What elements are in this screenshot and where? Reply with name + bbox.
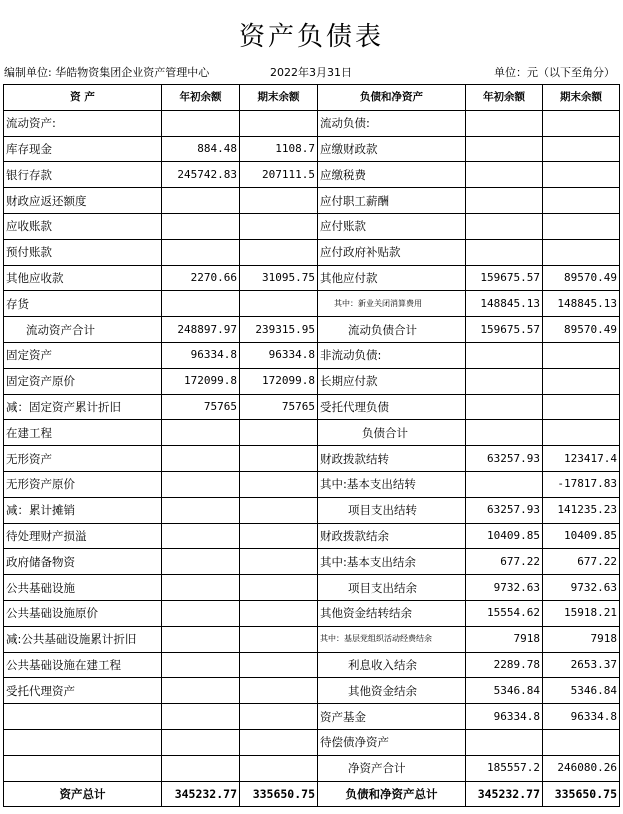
amount-cell: 2289.78: [466, 652, 543, 678]
liability-item-label: 净资产合计: [318, 755, 466, 781]
column-header: 资 产: [4, 85, 162, 111]
column-header: 期末余额: [240, 85, 318, 111]
table-row: [4, 265, 620, 291]
amount-cell: 246080.26: [543, 755, 620, 781]
liability-item-label: 流动负债合计: [318, 317, 466, 343]
amount-cell: 148845.13: [543, 291, 620, 317]
asset-item-label: 减：累计摊销: [4, 497, 162, 523]
amount-cell: 75765: [240, 394, 318, 420]
total-label: 资产总计: [4, 781, 162, 807]
asset-item-label: 待处理财产损溢: [4, 523, 162, 549]
amount-cell: [466, 136, 543, 162]
amount-cell: [162, 497, 240, 523]
amount-cell: 172099.8: [240, 368, 318, 394]
table-row: [4, 213, 620, 239]
table-row: [4, 471, 620, 497]
amount-cell: [240, 678, 318, 704]
amount-cell: 10409.85: [543, 523, 620, 549]
amount-cell: [162, 575, 240, 601]
table-row: [4, 394, 620, 420]
amount-cell: 96334.8: [162, 342, 240, 368]
asset-item-label: [4, 755, 162, 781]
table-row: [4, 446, 620, 472]
amount-cell: 148845.13: [466, 291, 543, 317]
total-row: [4, 781, 620, 807]
table-row: [4, 291, 620, 317]
amount-cell: [162, 549, 240, 575]
amount-cell: [240, 239, 318, 265]
total-amount: 335650.75: [543, 781, 620, 807]
amount-cell: [240, 652, 318, 678]
amount-cell: [240, 600, 318, 626]
asset-item-label: 无形资产原价: [4, 471, 162, 497]
amount-cell: 75765: [162, 394, 240, 420]
amount-cell: 677.22: [543, 549, 620, 575]
amount-cell: [162, 291, 240, 317]
table-row: [4, 600, 620, 626]
amount-cell: [162, 239, 240, 265]
amount-cell: [240, 729, 318, 755]
amount-cell: [240, 420, 318, 446]
asset-item-label: 流动资产合计: [4, 317, 162, 343]
asset-item-label: 银行存款: [4, 162, 162, 188]
table-row: [4, 136, 620, 162]
amount-cell: [543, 342, 620, 368]
table-row: [4, 317, 620, 343]
asset-item-label: 无形资产: [4, 446, 162, 472]
amount-cell: 185557.2: [466, 755, 543, 781]
table-row: [4, 729, 620, 755]
report-title: 资产负债表: [238, 22, 384, 52]
table-row: [4, 678, 620, 704]
amount-cell: 141235.23: [543, 497, 620, 523]
amount-cell: 89570.49: [543, 317, 620, 343]
amount-cell: [240, 704, 318, 730]
asset-item-label: 公共基础设施: [4, 575, 162, 601]
amount-cell: [240, 188, 318, 214]
amount-cell: [162, 729, 240, 755]
amount-cell: [162, 626, 240, 652]
amount-cell: [162, 600, 240, 626]
amount-cell: [240, 446, 318, 472]
amount-cell: [466, 420, 543, 446]
table-row: [4, 110, 620, 136]
amount-cell: 5346.84: [543, 678, 620, 704]
asset-item-label: 公共基础设施原价: [4, 600, 162, 626]
amount-cell: [240, 471, 318, 497]
asset-item-label: 固定资产原价: [4, 368, 162, 394]
liability-item-label: 项目支出结转: [318, 497, 466, 523]
asset-item-label: 在建工程: [4, 420, 162, 446]
asset-item-label: 预付账款: [4, 239, 162, 265]
amount-cell: [162, 523, 240, 549]
amount-cell: [543, 188, 620, 214]
table-row: [4, 652, 620, 678]
amount-cell: -17817.83: [543, 471, 620, 497]
amount-cell: [162, 755, 240, 781]
asset-item-label: 其他应收款: [4, 265, 162, 291]
amount-cell: 96334.8: [466, 704, 543, 730]
table-row: [4, 239, 620, 265]
amount-cell: 15918.21: [543, 600, 620, 626]
amount-cell: [240, 110, 318, 136]
amount-cell: 63257.93: [466, 446, 543, 472]
table-row: [4, 549, 620, 575]
amount-cell: 239315.95: [240, 317, 318, 343]
amount-cell: [466, 342, 543, 368]
asset-item-label: 存货: [4, 291, 162, 317]
total-amount: 335650.75: [240, 781, 318, 807]
amount-cell: [466, 213, 543, 239]
amount-cell: [543, 420, 620, 446]
currency-unit: 单位：元（以下至角分）: [494, 66, 615, 79]
amount-cell: [162, 678, 240, 704]
report-date: 2022年3月31日: [270, 66, 352, 79]
amount-cell: 31095.75: [240, 265, 318, 291]
table-row: [4, 755, 620, 781]
liability-item-label: 财政拨款结余: [318, 523, 466, 549]
amount-cell: [162, 188, 240, 214]
amount-cell: 159675.57: [466, 265, 543, 291]
amount-cell: [240, 626, 318, 652]
amount-cell: 89570.49: [543, 265, 620, 291]
amount-cell: [543, 213, 620, 239]
asset-item-label: 流动资产:: [4, 110, 162, 136]
amount-cell: [240, 213, 318, 239]
asset-item-label: 公共基础设施在建工程: [4, 652, 162, 678]
liability-item-label: 应付职工薪酬: [318, 188, 466, 214]
column-header: 年初余额: [466, 85, 543, 111]
liability-item-label: 非流动负债:: [318, 342, 466, 368]
amount-cell: [466, 729, 543, 755]
amount-cell: 9732.63: [466, 575, 543, 601]
table-row: [4, 626, 620, 652]
liability-item-label: 其中：基层党组织活动经费结余: [318, 626, 466, 652]
liability-item-label: 其中:基本支出结转: [318, 471, 466, 497]
table-row: [4, 368, 620, 394]
amount-cell: [162, 471, 240, 497]
amount-cell: 5346.84: [466, 678, 543, 704]
header-row: [4, 85, 620, 111]
amount-cell: [543, 394, 620, 420]
table-row: [4, 342, 620, 368]
amount-cell: [466, 162, 543, 188]
asset-item-label: 政府储备物资: [4, 549, 162, 575]
amount-cell: 10409.85: [466, 523, 543, 549]
balance-sheet-table: [3, 84, 620, 807]
column-header: 年初余额: [162, 85, 240, 111]
amount-cell: 96334.8: [543, 704, 620, 730]
liability-item-label: 应付账款: [318, 213, 466, 239]
column-header: 期末余额: [543, 85, 620, 111]
amount-cell: [240, 291, 318, 317]
amount-cell: [240, 523, 318, 549]
amount-cell: [543, 239, 620, 265]
amount-cell: 7918: [543, 626, 620, 652]
amount-cell: [162, 652, 240, 678]
asset-item-label: 应收账款: [4, 213, 162, 239]
amount-cell: [240, 497, 318, 523]
amount-cell: 9732.63: [543, 575, 620, 601]
liability-item-label: 待偿债净资产: [318, 729, 466, 755]
amount-cell: 172099.8: [162, 368, 240, 394]
amount-cell: 159675.57: [466, 317, 543, 343]
liability-item-label: 其中：新业关闭消算费用: [318, 291, 466, 317]
liability-item-label: 流动负债:: [318, 110, 466, 136]
amount-cell: [543, 368, 620, 394]
total-amount: 345232.77: [162, 781, 240, 807]
asset-item-label: 受托代理资产: [4, 678, 162, 704]
amount-cell: [240, 755, 318, 781]
liability-item-label: 应付政府补贴款: [318, 239, 466, 265]
table-row: [4, 575, 620, 601]
liability-item-label: 负债合计: [318, 420, 466, 446]
liability-item-label: 应缴税费: [318, 162, 466, 188]
total-label: 负债和净资产总计: [318, 781, 466, 807]
table-row: [4, 162, 620, 188]
amount-cell: [543, 136, 620, 162]
amount-cell: [162, 446, 240, 472]
amount-cell: [466, 368, 543, 394]
table-row: [4, 704, 620, 730]
amount-cell: 2653.37: [543, 652, 620, 678]
amount-cell: [466, 188, 543, 214]
amount-cell: [240, 549, 318, 575]
amount-cell: [162, 420, 240, 446]
prepared-by: 编制单位: 华皓物资集团企业资产管理中心: [4, 66, 210, 79]
amount-cell: [466, 110, 543, 136]
amount-cell: 1108.7: [240, 136, 318, 162]
amount-cell: [162, 110, 240, 136]
liability-item-label: 其他资金结转结余: [318, 600, 466, 626]
liability-item-label: 项目支出结余: [318, 575, 466, 601]
amount-cell: 248897.97: [162, 317, 240, 343]
amount-cell: [240, 575, 318, 601]
liability-item-label: 受托代理负债: [318, 394, 466, 420]
liability-item-label: 应缴财政款: [318, 136, 466, 162]
liability-item-label: 其他资金结余: [318, 678, 466, 704]
asset-item-label: 财政应返还额度: [4, 188, 162, 214]
amount-cell: 2270.66: [162, 265, 240, 291]
amount-cell: 63257.93: [466, 497, 543, 523]
amount-cell: 96334.8: [240, 342, 318, 368]
amount-cell: [466, 471, 543, 497]
asset-item-label: [4, 704, 162, 730]
amount-cell: 245742.83: [162, 162, 240, 188]
asset-item-label: 库存现金: [4, 136, 162, 162]
amount-cell: 207111.5: [240, 162, 318, 188]
amount-cell: [466, 239, 543, 265]
column-header: 负债和净资产: [318, 85, 466, 111]
table-row: [4, 420, 620, 446]
amount-cell: [543, 729, 620, 755]
table-row: [4, 188, 620, 214]
liability-item-label: 利息收入结余: [318, 652, 466, 678]
asset-item-label: 减：固定资产累计折旧: [4, 394, 162, 420]
amount-cell: 15554.62: [466, 600, 543, 626]
amount-cell: 7918: [466, 626, 543, 652]
liability-item-label: 资产基金: [318, 704, 466, 730]
amount-cell: 123417.4: [543, 446, 620, 472]
liability-item-label: 其中:基本支出结余: [318, 549, 466, 575]
table-row: [4, 497, 620, 523]
asset-item-label: 固定资产: [4, 342, 162, 368]
amount-cell: [162, 213, 240, 239]
liability-item-label: 长期应付款: [318, 368, 466, 394]
asset-item-label: 减:公共基础设施累计折旧: [4, 626, 162, 652]
amount-cell: [543, 162, 620, 188]
liability-item-label: 财政拨款结转: [318, 446, 466, 472]
amount-cell: [466, 394, 543, 420]
amount-cell: 884.48: [162, 136, 240, 162]
total-amount: 345232.77: [466, 781, 543, 807]
amount-cell: 677.22: [466, 549, 543, 575]
amount-cell: [543, 110, 620, 136]
asset-item-label: [4, 729, 162, 755]
table-row: [4, 523, 620, 549]
liability-item-label: 其他应付款: [318, 265, 466, 291]
amount-cell: [162, 704, 240, 730]
